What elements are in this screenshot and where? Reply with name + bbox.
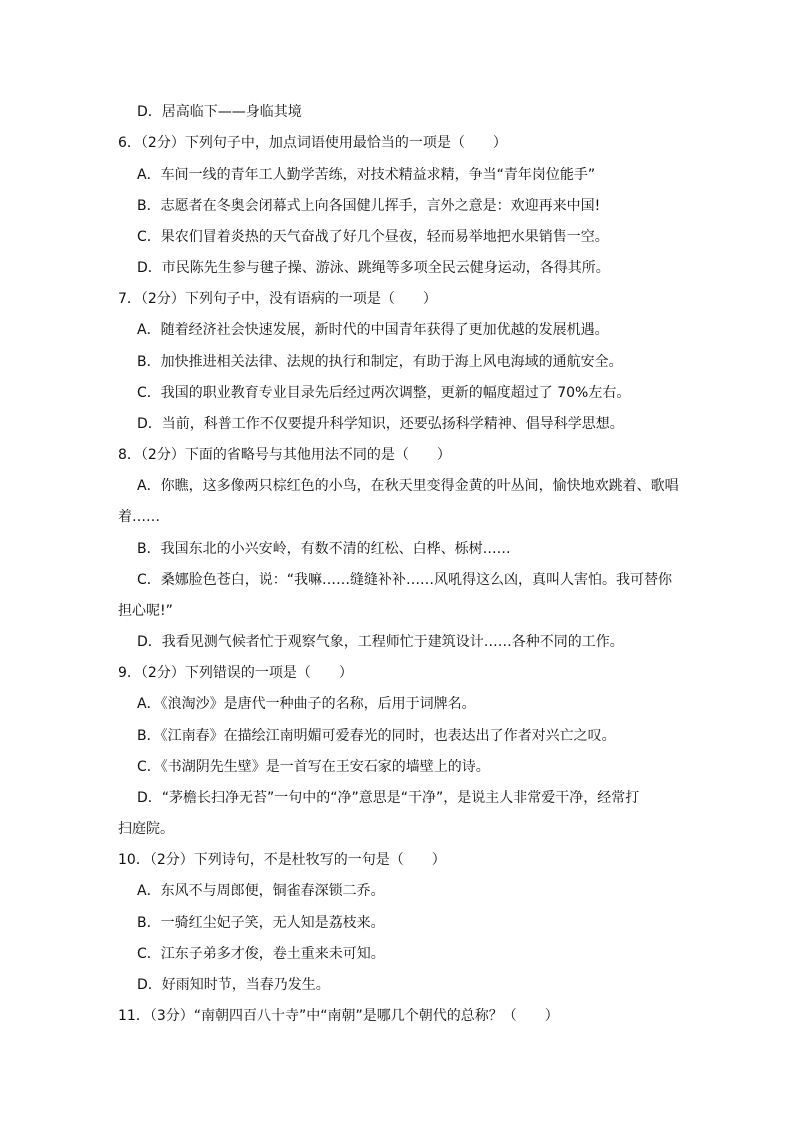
q8-option-c-continuation: 担心呢!”	[118, 603, 173, 619]
q8-option-a: A．你瞧，这多像两只棕红色的小鸟，在秋天里变得金黄的叶丛间，愉快地欢跳着、歌唱	[137, 478, 679, 494]
q7-option-b: B．加快推进相关法律、法规的执行和制定，有助于海上风电海域的通航安全。	[137, 354, 623, 370]
q10-stem: 10．（2分）下列诗句，不是杜牧写的一句是（ ）	[118, 852, 446, 868]
q6-option-a: A．车间一线的青年工人勤学苦练，对技术精益求精，争当“青年岗位能手”	[137, 167, 596, 183]
q9-option-d-continuation: 扫庭院。	[118, 821, 174, 837]
q7-option-d: D．当前，科普工作不仅要提升科学知识，还要弘扬科学精神、倡导科学思想。	[137, 416, 624, 432]
q5-option-d: D．居高临下——身临其境	[137, 104, 302, 120]
q8-option-d: D．我看见测气候者忙于观察气象，工程师忙于建筑设计……各种不同的工作。	[137, 634, 624, 650]
q11-stem: 11．（3分）“南朝四百八十寺”中“南朝”是哪几个朝代的总称？（ ）	[118, 1008, 559, 1024]
q9-option-c: C．《书湖阴先生壁》是一首写在王安石家的墙壁上的诗。	[137, 759, 490, 775]
q6-option-b: B．志愿者在冬奥会闭幕式上向各国健儿挥手，言外之意是：欢迎再来中国!	[137, 198, 601, 214]
q9-option-d: D．“茅檐长扫净无苔”一句中的“净”意思是“干净”，是说主人非常爱干净，经常打	[137, 790, 640, 806]
q8-stem: 8．（2分）下面的省略号与其他用法不同的是（ ）	[118, 447, 451, 463]
q8-option-a-continuation: 着……	[118, 509, 160, 525]
q7-option-a: A．随着经济社会快速发展，新时代的中国青年获得了更加优越的发展机遇。	[137, 322, 609, 338]
q9-option-b: B．《江南春》在描绘江南明媚可爱春光的同时，也表达出了作者对兴亡之叹。	[137, 728, 616, 744]
q9-stem: 9．（2分）下列错误的一项是（ ）	[118, 665, 353, 681]
q10-option-d: D．好雨知时节，当春乃发生。	[137, 977, 330, 993]
q7-stem: 7．（2分）下列句子中，没有语病的一项是（ ）	[118, 291, 437, 307]
q8-option-b: B．我国东北的小兴安岭，有数不清的红松、白桦、栎树……	[137, 541, 511, 557]
q10-option-a: A．东风不与周郎便，铜雀春深锁二乔。	[137, 883, 385, 899]
q10-option-c: C．江东子弟多才俊，卷土重来未可知。	[137, 946, 385, 962]
q6-stem: 6．（2分）下列句子中，加点词语使用最恰当的一项是（ ）	[118, 135, 507, 151]
q7-option-c: C．我国的职业教育专业目录先后经过两次调整，更新的幅度超过了 70%左右。	[137, 385, 631, 401]
q9-option-a: A．《浪淘沙》是唐代一种曲子的名称，后用于词牌名。	[137, 696, 476, 712]
q10-option-b: B．一骑红尘妃子笑，无人知是荔枝来。	[137, 915, 385, 931]
q8-option-c: C．桑娜脸色苍白，说：“我嘛……缝缝补补……风吼得这么凶，真叫人害怕。我可替你	[137, 572, 673, 588]
q6-option-c: C．果农们冒着炎热的天气奋战了好几个昼夜，轻而易举地把水果销售一空。	[137, 229, 609, 245]
q6-option-d: D．市民陈先生参与毽子操、游泳、跳绳等多项全民云健身运动，各得其所。	[137, 260, 610, 276]
